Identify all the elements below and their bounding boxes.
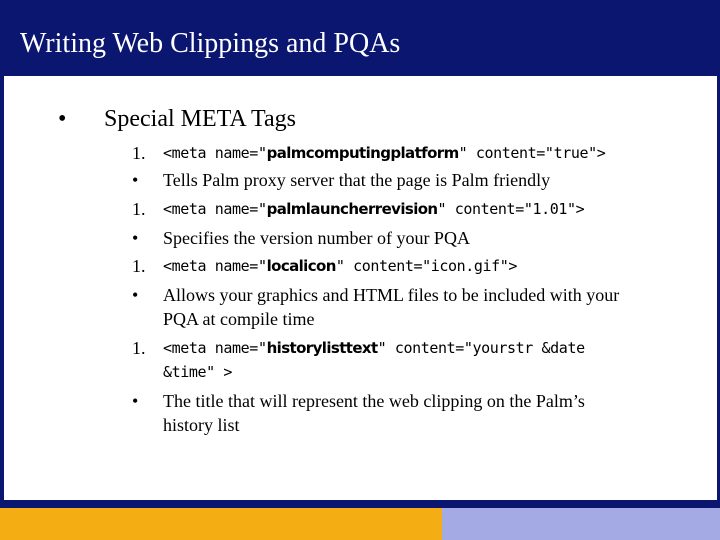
item-marker: • (132, 228, 139, 248)
code-suffix: " content="1.01"> (437, 200, 585, 218)
item-description-continued: PQA at compile time (163, 309, 315, 329)
code-prefix: <meta name=" (163, 144, 267, 162)
code-prefix: <meta name=" (163, 200, 267, 218)
item-marker: 1. (132, 199, 146, 219)
item-description: Specifies the version number of your PQA (163, 228, 470, 248)
slide-title: Writing Web Clippings and PQAs (20, 28, 401, 59)
code-suffix: " content="true"> (458, 144, 606, 162)
code-suffix: " content="icon.gif"> (335, 257, 518, 275)
main-bullet: • (58, 106, 67, 132)
item-description: Tells Palm proxy server that the page is Palm friendly (163, 170, 551, 190)
item-marker: 1. (132, 338, 146, 358)
item-marker: 1. (132, 256, 146, 276)
item-marker: • (132, 391, 139, 411)
meta-name-value: palmlauncherrevision (266, 200, 438, 218)
code-prefix: <meta name=" (163, 339, 267, 357)
footer-bar-orange (0, 508, 442, 540)
item-marker: • (132, 170, 139, 190)
code-prefix: <meta name=" (163, 257, 267, 275)
code-suffix: " content="yourstr &date (377, 339, 585, 357)
meta-tag-code (163, 254, 683, 278)
item-marker: • (132, 285, 139, 305)
title-bar (0, 0, 720, 76)
meta-name-value: historylisttext (266, 339, 378, 357)
meta-name-value: localicon (266, 257, 336, 275)
frame-left-border (0, 76, 4, 508)
meta-tag-code (163, 336, 683, 360)
meta-tag-code-continued: &time" > (163, 363, 233, 381)
item-description: The title that will represent the web clipping on the Palm’s (163, 391, 585, 411)
meta-tag-code (163, 197, 683, 221)
meta-tag-code (163, 141, 683, 165)
meta-name-value: palmcomputingplatform (266, 144, 459, 162)
item-description-continued: history list (163, 415, 240, 435)
item-description: Allows your graphics and HTML files to be included with your (163, 285, 620, 305)
item-marker: 1. (132, 143, 146, 163)
footer-bar-blue (442, 508, 720, 540)
frame-bottom-border (0, 500, 720, 508)
slide-heading: Special META Tags (104, 106, 296, 132)
